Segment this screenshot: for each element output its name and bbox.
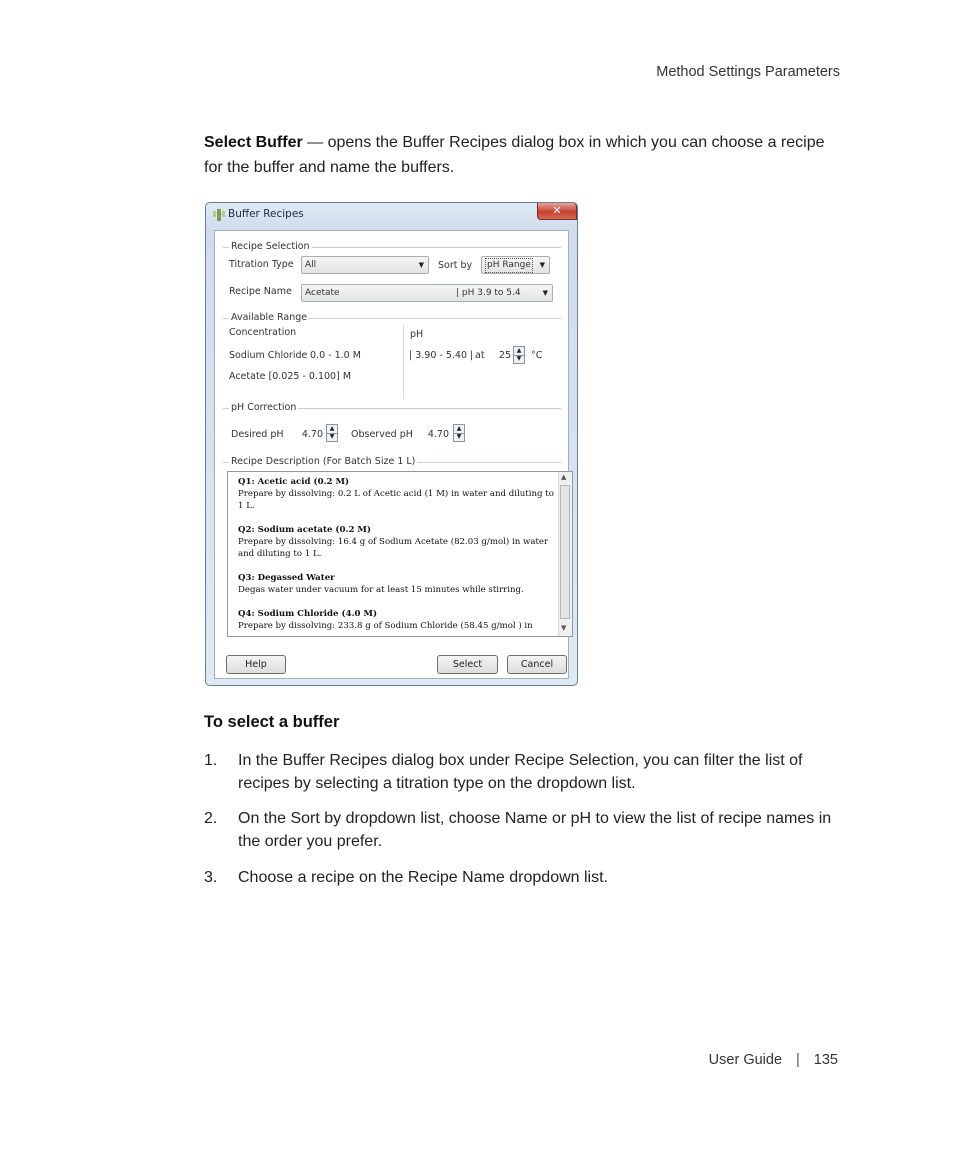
recipe-description-label: Recipe Description (For Batch Size 1 L) [231,456,416,467]
sort-by-value: pH Range [485,258,533,273]
intro-text: opens the Buffer Recipes dialog box in which you can choose a recipe for the buffer and name the buffers. [204,134,825,176]
recipe-step-heading: Q4: Sodium Chloride (4.0 M) [238,609,378,619]
desired-ph-value[interactable]: 4.70 [301,429,323,440]
running-header: Method Settings Parameters [656,64,840,80]
observed-ph-spinner[interactable] [453,424,465,442]
chevron-down-icon: ▼ [539,261,545,269]
recipe-name-dropdown[interactable] [301,284,553,302]
intro-paragraph [204,130,834,180]
concentration-label: Concentration [229,327,297,338]
sodium-chloride-label: Sodium Chloride [229,350,308,361]
available-range-label: Available Range [231,312,308,323]
step-text: On the Sort by dropdown list, choose Name or pH to view the list of recipe names in the order you prefer. [238,810,832,850]
recipe-step-body: Prepare by dissolving: 0.2 L of Acetic acid (1 M) in water and diluting to 1 L. [238,489,554,511]
footer-separator: | [796,1052,800,1068]
spin-down-icon[interactable]: ▼ [456,433,462,440]
page-footer [709,1052,838,1068]
ph-range-value: | 3.90 - 5.40 | [409,350,474,361]
step-number: 3. [204,869,218,886]
recipe-step-heading: Q2: Sodium acetate (0.2 M) [238,525,371,535]
scroll-thumb[interactable] [560,485,570,619]
buffer-recipes-dialog [205,202,578,686]
recipe-name-range: | pH 3.9 to 5.4 [456,288,521,298]
help-button[interactable]: Help [226,655,286,674]
sodium-chloride-value: 0.0 - 1.0 M [310,350,361,361]
vertical-scrollbar[interactable] [558,472,572,636]
temperature-unit: °C [531,350,543,361]
recipe-step-heading: Q1: Acetic acid (0.2 M) [238,477,350,487]
chevron-down-icon: ▼ [542,289,548,297]
acetate-range: Acetate [0.025 - 0.100] M [229,371,352,382]
observed-ph-label: Observed pH [351,429,413,440]
step-number: 1. [204,752,218,769]
recipe-name-label: Recipe Name [229,286,292,297]
recipe-step [238,572,558,596]
intro-dash: — [302,134,328,151]
cancel-button[interactable]: Cancel [507,655,567,674]
step-number: 2. [204,810,218,827]
page-number: 135 [813,1052,838,1068]
scroll-down-icon[interactable]: ▼ [561,624,567,632]
chevron-down-icon: ▼ [418,261,424,269]
spin-up-icon[interactable]: ▲ [327,425,337,434]
recipe-selection-label: Recipe Selection [231,241,310,252]
dialog-title: Buffer Recipes [228,208,304,220]
recipe-description-box[interactable] [227,471,573,637]
recipe-step [238,524,558,560]
sort-by-dropdown[interactable] [481,256,550,274]
titration-type-dropdown[interactable] [301,256,429,274]
dialog-client-area [214,230,569,679]
temperature-spinner[interactable] [513,346,525,364]
recipe-step-body: Degas water under vacuum for at least 15 minutes while stirring. [238,585,524,595]
step-text: Choose a recipe on the Recipe Name dropdown list. [238,869,608,886]
column-divider [403,325,404,399]
observed-ph-value[interactable]: 4.70 [427,429,449,440]
app-icon [212,208,226,222]
close-button[interactable]: ✕ [537,203,577,220]
sort-by-label: Sort by [438,260,473,271]
recipe-name-value: Acetate [305,288,340,298]
temperature-value[interactable]: 25 [498,350,511,361]
step-text: In the Buffer Recipes dialog box under Recipe Selection, you can filter the list of recipes by selecting a titration type on the dropdown list. [238,752,803,792]
titration-type-value: All [305,260,317,270]
footer-guide: User Guide [708,1052,783,1068]
recipe-step-heading: Q3: Degassed Water [238,573,335,583]
spin-up-icon[interactable]: ▲ [454,425,464,434]
spin-down-icon[interactable]: ▼ [329,433,335,440]
ph-correction-label: pH Correction [231,402,297,413]
desired-ph-label: Desired pH [231,429,284,440]
recipe-step [238,608,558,632]
at-label: at [475,350,485,361]
recipe-step [238,476,558,512]
ph-label: pH [410,329,424,340]
spin-up-icon[interactable]: ▲ [514,347,524,356]
dialog-titlebar [206,203,577,229]
intro-term: Select Buffer [204,134,303,151]
desired-ph-spinner[interactable] [326,424,338,442]
spin-down-icon[interactable]: ▼ [516,355,522,362]
scroll-up-icon[interactable]: ▲ [561,473,567,481]
titration-type-label: Titration Type [229,259,294,270]
select-button[interactable]: Select [437,655,498,674]
procedure-heading: To select a buffer [204,713,340,731]
recipe-step-body: Prepare by dissolving: 233.8 g of Sodium Chloride (58.45 g/mol ) in [238,621,533,631]
recipe-step-body: Prepare by dissolving: 16.4 g of Sodium Acetate (82.03 g/mol) in water and diluting to 1 L. [238,537,549,559]
recipe-description-text [238,476,558,637]
